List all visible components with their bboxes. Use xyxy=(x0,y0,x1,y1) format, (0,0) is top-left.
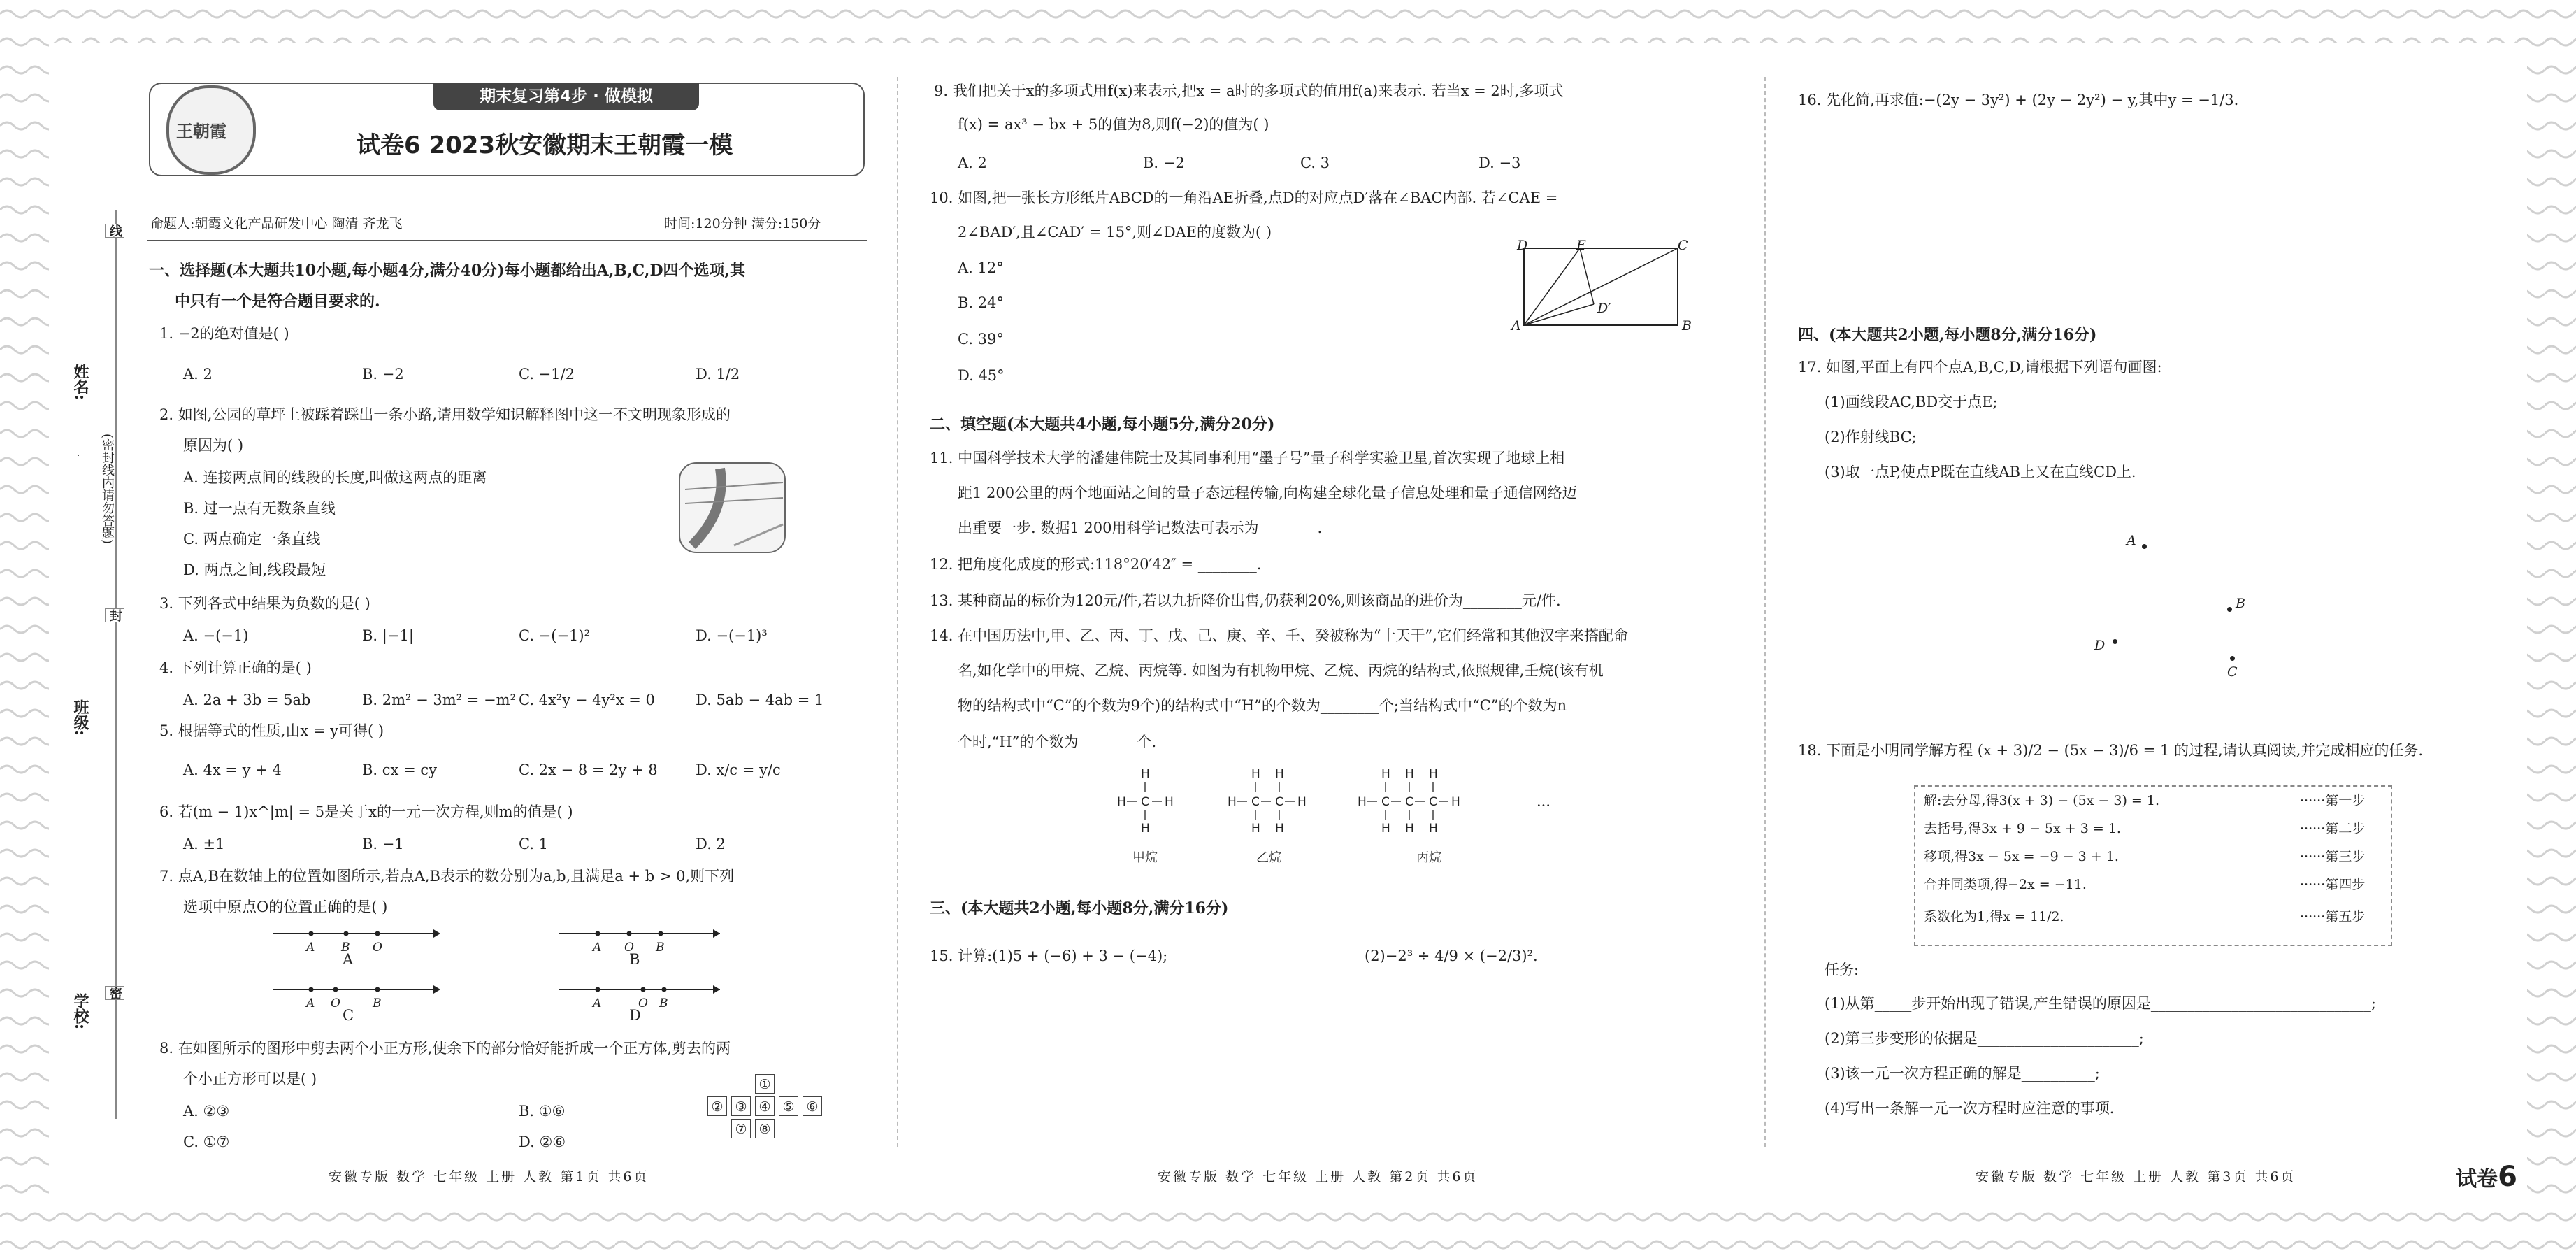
svg-text:H: H xyxy=(1381,767,1390,781)
question-17: 17. 如图,平面上有四个点A,B,C,D,请根据下列语句画图: xyxy=(1798,359,2162,376)
seal-note: (密封线内请勿答题) xyxy=(100,434,115,545)
step-4-label: ······第四步 xyxy=(2300,877,2366,892)
q10-point-c: C xyxy=(1678,238,1688,253)
svg-text:B: B xyxy=(373,996,382,1010)
svg-text:A: A xyxy=(593,996,602,1010)
question-11: 11. 中国科学技术大学的潘建伟院士及其同事利用“墨子号”量子科学实验卫星,首次实现了地球上相 xyxy=(930,450,1565,466)
alkane-structures xyxy=(1111,762,1503,860)
question-18: 18. 下面是小明同学解方程 (x + 3)/2 − (5x − 3)/6 = 1 的过程,请认真阅读,并完成相应的任务. xyxy=(1798,742,2424,759)
q10-option-c: C. 39° xyxy=(958,331,1004,348)
net-cell-5: ⑤ xyxy=(779,1096,798,1116)
question-14: 14. 在中国历法中,甲、乙、丙、丁、戊、己、庚、辛、壬、癸被称为“十天干”,它们经常和其他汉字来搭配命 xyxy=(930,627,1628,644)
svg-text:C: C xyxy=(1275,795,1283,809)
propane-label: 丙烷 xyxy=(1416,850,1441,865)
q10-point-d-prime: D′ xyxy=(1597,301,1611,316)
q9-option-a: A. 2 xyxy=(958,155,987,171)
question-15-part1: 15. 计算:(1)5 + (−6) + 3 − (−4); xyxy=(930,948,1168,964)
q8-option-a: A. ②③ xyxy=(183,1103,230,1120)
q5-option-b: B. cx = cy xyxy=(362,762,437,778)
authors: 命题人:朝霞文化产品研发中心 陶清 齐龙飞 xyxy=(150,216,403,231)
solution-step-4: 合并同类项,得−2x = −11. xyxy=(1924,877,2087,892)
question-14-cont2: 物的结构式中“C”的个数为9个)的结构式中“H”的个数为________个;当结构式中“C”的个数为n xyxy=(958,697,1567,714)
q6-option-d: D. 2 xyxy=(696,836,726,852)
column-divider xyxy=(1764,77,1766,1147)
svg-text:H: H xyxy=(1429,822,1438,836)
question-4: 4. 下列计算正确的是( ) xyxy=(159,659,312,676)
net-cell-2: ② xyxy=(707,1096,727,1116)
page-2-footer: 安徽专版 数学 七年级 上册 人教 第2页 共6页 xyxy=(1158,1169,1478,1185)
q17-dot-c xyxy=(2230,656,2235,661)
q4-option-c: C. 4x²y − 4y²x = 0 xyxy=(519,692,655,708)
svg-text:H: H xyxy=(1275,767,1284,781)
q17-item-3: (3)取一点P,使点P既在直线AB上又在直线CD上. xyxy=(1825,464,2136,480)
q17-dot-b xyxy=(2227,607,2232,612)
folded-rectangle-figure xyxy=(1510,238,1692,336)
question-14-cont3: 个时,“H”的个数为________个. xyxy=(958,734,1157,750)
q17-dot-a xyxy=(2142,544,2147,549)
q3-option-d: D. −(−1)³ xyxy=(696,627,768,644)
svg-text:C: C xyxy=(1405,795,1413,809)
q6-option-c: C. 1 xyxy=(519,836,549,852)
q8-option-c: C. ①⑦ xyxy=(183,1134,230,1150)
q7-label-a: A xyxy=(343,951,354,968)
question-12: 12. 把角度化成度的形式:118°20′42″ = ________. xyxy=(930,556,1262,573)
svg-text:H: H xyxy=(1429,767,1438,781)
svg-text:H: H xyxy=(1117,795,1126,809)
svg-text:B: B xyxy=(341,941,350,955)
q1-option-a: A. 2 xyxy=(183,366,213,383)
section-1-title: 一、选择题(本大题共10小题,每小题4分,满分40分)每小题都给出A,B,C,D四个选项,其 xyxy=(149,262,746,280)
seal-char-seal: 封 xyxy=(105,608,124,622)
svg-text:H: H xyxy=(1297,795,1307,809)
question-8-cont: 个小正方形可以是( ) xyxy=(183,1071,317,1087)
q10-option-b: B. 24° xyxy=(958,294,1005,311)
q2-option-d: D. 两点之间,线段最短 xyxy=(183,562,326,578)
methane-label: 甲烷 xyxy=(1132,850,1158,865)
net-cell-3: ③ xyxy=(731,1096,751,1116)
question-10-cont: 2∠BAD′,且∠CAD′ = 15°,则∠DAE的度数为( ) xyxy=(958,224,1272,241)
q9-option-c: C. 3 xyxy=(1300,155,1330,171)
q17-point-c: C xyxy=(2227,664,2238,680)
q10-option-a: A. 12° xyxy=(958,259,1004,276)
svg-text:H: H xyxy=(1251,767,1260,781)
net-cell-4: ④ xyxy=(755,1096,775,1116)
solution-step-3: 移项,得3x − 5x = −9 − 3 + 1. xyxy=(1924,849,2119,864)
svg-text:H: H xyxy=(1251,822,1260,836)
section-3-title: 三、(本大题共2小题,每小题8分,满分16分) xyxy=(930,899,1229,917)
q4-option-a: A. 2a + 3b = 5ab xyxy=(183,692,311,708)
question-2: 2. 如图,公园的草坪上被踩着踩出一条小路,请用数学知识解释图中这一不文明现象形成的 xyxy=(159,406,731,423)
question-2-cont: 原因为( ) xyxy=(183,437,244,454)
school-label: 学校: xyxy=(71,993,89,1030)
task-item-2: (2)第三步变形的依据是______________________; xyxy=(1825,1030,2144,1047)
task-item-3: (3)该一元一次方程正确的解是__________; xyxy=(1825,1065,2100,1082)
section-1-title-cont: 中只有一个是符合题目要求的. xyxy=(175,292,380,310)
seal-char-secret: 密 xyxy=(105,986,124,1000)
q17-item-1: (1)画线段AC,BD交于点E; xyxy=(1825,394,1998,410)
name-label: 姓名: xyxy=(71,364,89,401)
seal-char-line: 线 xyxy=(105,224,124,238)
svg-text:H: H xyxy=(1451,795,1460,809)
q5-option-a: A. 4x = y + 4 xyxy=(183,762,282,778)
q3-option-b: B. |−1| xyxy=(362,627,414,644)
q10-option-d: D. 45° xyxy=(958,367,1005,384)
svg-text:H: H xyxy=(1228,795,1237,809)
task-item-4: (4)写出一条解一元一次方程时应注意的事项. xyxy=(1825,1100,2115,1117)
question-9-cont: f(x) = ax³ − bx + 5的值为8,则f(−2)的值为( ) xyxy=(958,116,1269,133)
header-tab: 期末复习第4步 · 做模拟 xyxy=(433,83,699,110)
question-14-cont: 名,如化学中的甲烷、乙烷、丙烷等. 如图为有机物甲烷、乙烷、丙烷的结构式,依照规律,壬烷(该有机 xyxy=(958,662,1604,679)
q4-option-b: B. 2m² − 3m² = −m² xyxy=(362,692,516,708)
svg-text:H: H xyxy=(1405,767,1414,781)
q2-option-c: C. 两点确定一条直线 xyxy=(183,531,321,548)
svg-text:C: C xyxy=(1429,795,1437,809)
solution-step-2: 去括号,得3x + 9 − 5x + 3 = 1. xyxy=(1924,821,2121,836)
q10-point-a: A xyxy=(1511,318,1521,334)
svg-text:O: O xyxy=(638,996,648,1010)
net-cell-6: ⑥ xyxy=(803,1096,822,1116)
net-cell-1: ① xyxy=(755,1074,775,1094)
q17-dot-d xyxy=(2113,639,2117,644)
question-11-cont2: 出重要一步. 数据1 200用科学记数法可表示为________. xyxy=(958,520,1323,536)
svg-text:H: H xyxy=(1275,822,1284,836)
svg-text:O: O xyxy=(331,996,340,1010)
exam-badge-number: 6 xyxy=(2498,1161,2517,1193)
solution-step-5: 系数化为1,得x = 11/2. xyxy=(1924,909,2064,924)
svg-text:H: H xyxy=(1141,822,1150,836)
question-6: 6. 若(m − 1)x^|m| = 5是关于x的一元一次方程,则m的值是( ) xyxy=(159,803,573,820)
park-path-image xyxy=(678,462,786,554)
question-7: 7. 点A,B在数轴上的位置如图所示,若点A,B表示的数分别为a,b,且满足a + b > 0,则下列 xyxy=(159,868,735,885)
section-4-title: 四、(本大题共2小题,每小题8分,满分16分) xyxy=(1798,326,2097,344)
q1-option-b: B. −2 xyxy=(362,366,404,383)
question-11-cont: 距1 200公里的两个地面站之间的量子态远程传输,向构建全球化量子信息处理和量子通信网络迈 xyxy=(958,485,1577,501)
q5-option-d: D. x/c = y/c xyxy=(696,762,781,778)
net-cell-8: ⑧ xyxy=(755,1119,775,1138)
q7-label-d: D xyxy=(629,1007,641,1024)
q7-label-c: C xyxy=(343,1007,354,1024)
q7-label-b: B xyxy=(629,951,640,968)
q10-point-b: B xyxy=(1682,318,1692,334)
question-15-part2: (2)−2³ ÷ 4/9 × (−2/3)². xyxy=(1365,948,1538,964)
ethane-label: 乙烷 xyxy=(1256,850,1281,865)
question-3: 3. 下列各式中结果为负数的是( ) xyxy=(159,595,370,612)
q9-option-d: D. −3 xyxy=(1478,155,1521,171)
q6-option-a: A. ±1 xyxy=(183,836,225,852)
svg-text:A: A xyxy=(306,941,315,955)
q1-option-c: C. −1/2 xyxy=(519,366,575,383)
page-title: 试卷6 2023秋安徽期末王朝霞一模 xyxy=(357,131,733,159)
q17-point-d: D xyxy=(2094,638,2106,653)
solution-step-1: 解:去分母,得3(x + 3) − (5x − 3) = 1. xyxy=(1924,793,2159,808)
svg-text:O: O xyxy=(624,941,634,955)
page-3-footer: 安徽专版 数学 七年级 上册 人教 第3页 共6页 xyxy=(1976,1169,2296,1185)
q3-option-c: C. −(−1)² xyxy=(519,627,591,644)
svg-text:B: B xyxy=(659,996,668,1010)
svg-text:H: H xyxy=(1381,822,1390,836)
class-label: 班级: xyxy=(71,699,89,736)
question-9: 9. 我们把关于x的多项式用f(x)来表示,把x = a时的多项式的值用f(a)来表示. 若当x = 2时,多项式 xyxy=(934,83,1564,99)
question-1: 1. −2的绝对值是( ) xyxy=(159,325,289,342)
question-10: 10. 如图,把一张长方形纸片ABCD的一角沿AE折叠,点D的对应点D′落在∠BAC内部. 若∠CAE = xyxy=(930,190,1558,206)
time-score: 时间:120分钟 满分:150分 xyxy=(664,216,821,231)
svg-text:O: O xyxy=(373,941,382,955)
page-1-footer: 安徽专版 数学 七年级 上册 人教 第1页 共6页 xyxy=(329,1169,649,1185)
step-2-label: ······第二步 xyxy=(2300,821,2366,836)
q3-option-a: A. −(−1) xyxy=(183,627,249,644)
svg-text:H: H xyxy=(1358,795,1367,809)
step-3-label: ······第三步 xyxy=(2300,849,2366,864)
svg-text:A: A xyxy=(593,941,602,955)
svg-text:A: A xyxy=(306,996,315,1010)
q17-item-2: (2)作射线BC; xyxy=(1825,429,1917,445)
question-16: 16. 先化简,再求值:−(2y − 3y²) + (2y − 2y²) − y,其中y = −1/3. xyxy=(1798,92,2239,108)
number-line-figures xyxy=(273,920,720,1031)
q10-point-e: E xyxy=(1576,238,1586,253)
q4-option-d: D. 5ab − 4ab = 1 xyxy=(696,692,824,708)
svg-text:C: C xyxy=(1141,795,1149,809)
net-cell-7: ⑦ xyxy=(731,1119,751,1138)
exam-badge xyxy=(2456,1161,2517,1193)
q8-option-d: D. ②⑥ xyxy=(519,1134,566,1150)
svg-text:C: C xyxy=(1381,795,1390,809)
logo-text: 王朝霞 xyxy=(176,121,226,141)
q6-option-b: B. −1 xyxy=(362,836,404,852)
svg-text:B: B xyxy=(656,941,665,955)
exam-badge-label: 试卷 xyxy=(2456,1167,2498,1192)
binding-line xyxy=(115,210,117,1119)
q1-option-d: D. 1/2 xyxy=(696,366,740,383)
svg-text:H: H xyxy=(1141,767,1150,781)
question-5: 5. 根据等式的性质,由x = y可得( ) xyxy=(159,722,384,739)
q2-option-b: B. 过一点有无数条直线 xyxy=(183,500,336,517)
svg-text:C: C xyxy=(1251,795,1260,809)
q17-point-b: B xyxy=(2236,596,2245,611)
question-13: 13. 某种商品的标价为120元/件,若以九折降价出售,仍获利20%,则该商品的进价为________元/件. xyxy=(930,592,1561,609)
section-2-title: 二、填空题(本大题共4小题,每小题5分,满分20分) xyxy=(930,415,1275,434)
q2-option-a: A. 连接两点间的线段的长度,叫做这两点的距离 xyxy=(183,469,487,486)
q8-option-b: B. ①⑥ xyxy=(519,1103,566,1120)
q17-point-a: A xyxy=(2127,533,2136,548)
svg-text:H: H xyxy=(1405,822,1414,836)
q9-option-b: B. −2 xyxy=(1143,155,1185,171)
question-7-cont: 选项中原点O的位置正确的是( ) xyxy=(183,899,388,915)
question-8: 8. 在如图所示的图形中剪去两个小正方形,使余下的部分恰好能折成一个正方体,剪去的两 xyxy=(159,1040,731,1057)
step-1-label: ······第一步 xyxy=(2300,793,2366,808)
task-label: 任务: xyxy=(1825,962,1859,978)
svg-text:H: H xyxy=(1165,795,1174,809)
step-5-label: ······第五步 xyxy=(2300,909,2366,924)
q5-option-c: C. 2x − 8 = 2y + 8 xyxy=(519,762,658,778)
q10-point-d: D xyxy=(1517,238,1528,253)
task-item-1: (1)从第_____步开始出现了错误,产生错误的原因是______________________________; xyxy=(1825,995,2376,1012)
column-divider xyxy=(897,77,898,1147)
structure-ellipsis: ··· xyxy=(1537,797,1551,814)
